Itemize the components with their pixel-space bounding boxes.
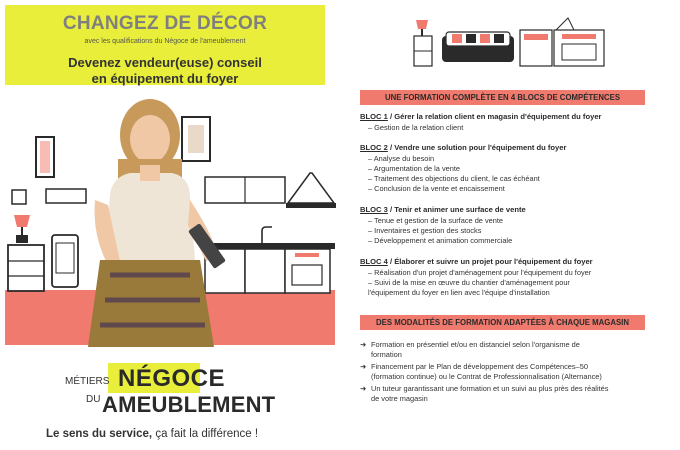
header-banner	[5, 5, 325, 85]
point-line: de votre magasin	[371, 394, 428, 403]
tagline-bold: Le sens du service,	[46, 428, 153, 440]
point-line: Un tuteur garantissant une formation et un suivi au plus près des réalités	[371, 384, 609, 393]
tagline-rest: ça fait la différence !	[152, 428, 259, 440]
list-item: – Argumentation de la vente	[368, 164, 461, 173]
point-line: formation	[371, 350, 402, 359]
arrow-icon: ➜	[360, 362, 367, 371]
faucet-icon	[262, 227, 272, 243]
bloc-4-title: BLOC 4 / Élaborer et suivre un projet pour l'équipement du foyer	[360, 257, 593, 266]
list-item: – Développement et animation commerciale	[368, 236, 513, 245]
tagline	[46, 428, 258, 440]
countertop	[205, 243, 335, 249]
cta-line-2: en équipement du foyer	[91, 71, 239, 86]
point-line: Formation en présentiel et/ou en distanciel selon l'organisme de	[371, 340, 580, 349]
interior-illustration	[0, 85, 345, 350]
cabinet-icon	[8, 245, 44, 291]
lamp-icon	[416, 20, 428, 29]
bloc-2-title: BLOC 2 / Vendre une solution pour l'équipement du foyer	[360, 143, 567, 152]
logo-metiers: MÉTIERS	[65, 376, 110, 387]
arrow-icon: ➜	[360, 384, 367, 393]
list-item: – Tenue et gestion de la surface de vente	[368, 216, 504, 225]
header-subtitle: avec les qualifications du Négoce de l'ameublement	[84, 38, 246, 45]
bloc-3-title: BLOC 3 / Tenir et animer une surface de vente	[360, 205, 526, 214]
list-item: – Inventaires et gestion des stocks	[368, 226, 482, 235]
section-band-blocs: UNE FORMATION COMPLÈTE EN 4 BLOCS DE COMPÉTENCES	[360, 90, 645, 105]
furniture-illustration	[412, 14, 608, 72]
point-line: (formation continue) ou le Contrat de Professionnalisation (Alternance)	[371, 372, 602, 381]
list-item: l'équipement du foyer en lien avec l'équipe d'installation	[368, 288, 550, 297]
logo-du: DU	[86, 394, 101, 405]
bloc-1-title: BLOC 1 / Gérer la relation client en magasin d'équipement du foyer	[360, 112, 602, 121]
lamp-icon	[14, 215, 30, 227]
list-item: – Traitement des objections du client, le cas échéant	[368, 174, 540, 183]
person-photo	[88, 99, 226, 347]
list-item: – Suivi de la mise en œuvre du chantier d'aménagement pour	[368, 278, 570, 287]
logo-ameublement: AMEUBLEMENT	[102, 392, 276, 417]
point-line: Financement par le Plan de développement des Compétences–50	[371, 362, 588, 371]
page-title: CHANGEZ DE DÉCOR	[62, 13, 268, 34]
section-band-modalites: DES MODALITÉS DE FORMATION ADAPTÉES À CHAQUE MAGASIN	[360, 315, 645, 330]
cta-line-1: Devenez vendeur(euse) conseil	[68, 55, 262, 70]
list-item: – Conclusion de la vente et encaissement	[368, 184, 505, 193]
list-item: – Réalisation d'un projet d'aménagement pour l'équipement du foyer	[368, 268, 592, 277]
logo-negoce: NÉGOCE	[118, 365, 226, 392]
arrow-icon: ➜	[360, 340, 367, 349]
list-item: – Analyse du besoin	[368, 154, 435, 163]
range-hood-icon	[288, 173, 334, 203]
list-item: – Gestion de la relation client	[368, 123, 464, 132]
